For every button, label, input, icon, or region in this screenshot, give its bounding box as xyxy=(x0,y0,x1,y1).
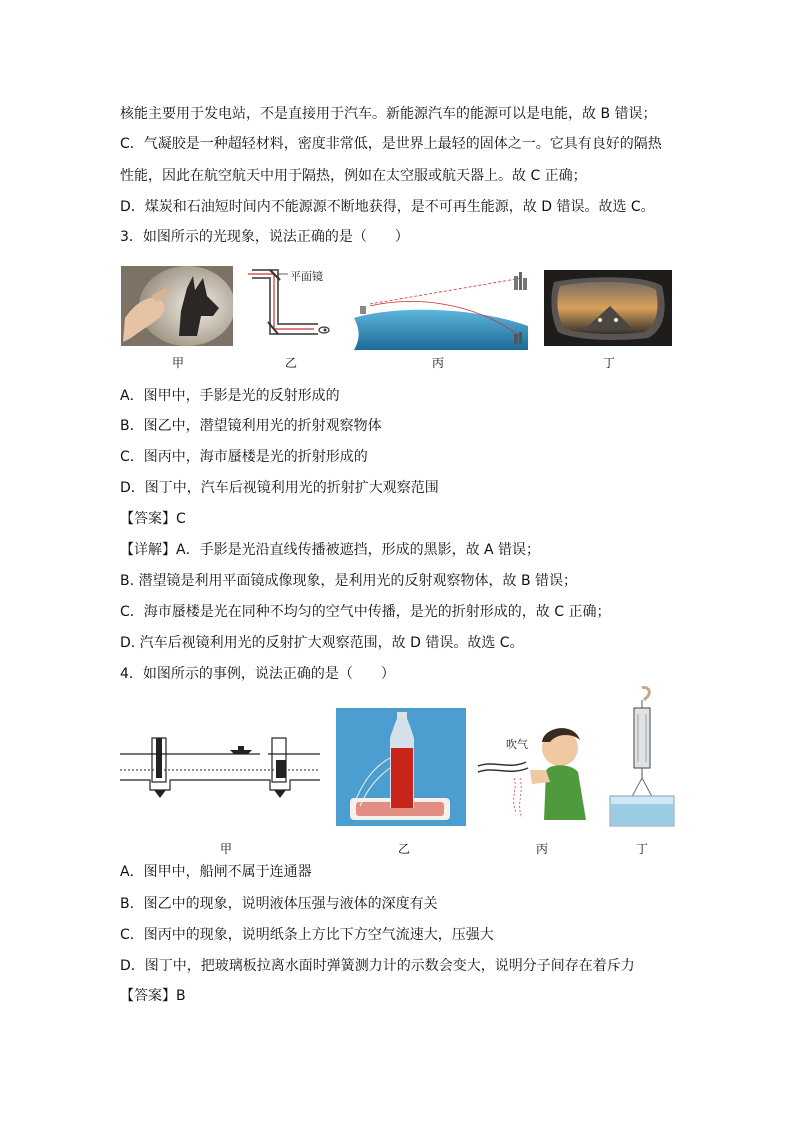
caption-jia: 甲 xyxy=(219,842,232,856)
q3-answer: 【答案】C xyxy=(120,511,186,527)
q3-explanation-line: C．海市蜃楼是光在同种不均匀的空气中传播，是光的折射形成的，故 C 正确； xyxy=(120,604,611,620)
caption-bing: 丙 xyxy=(535,842,548,856)
caption-ding: 丁 xyxy=(602,356,615,370)
paragraph-line: D．煤炭和石油短时间内不能源源不断地获得，是不可再生能源，故 D 错误。故选 C。 xyxy=(120,199,655,215)
q4-option-b: B．图乙中的现象，说明液体压强与液体的深度有关 xyxy=(120,896,438,912)
q4-option-d: D．图丁中，把玻璃板拉离水面时弹簧测力计的示数会变大，说明分子间存在着斥力 xyxy=(120,958,635,974)
rearview-mirror-figure xyxy=(544,270,672,346)
boy-blowing-figure xyxy=(474,708,594,826)
q3-explanation-line: D. 汽车后视镜利用光的反射扩大观察范围，故 D 错误。故选 C。 xyxy=(120,635,524,651)
caption-bing: 丙 xyxy=(431,356,444,370)
q3-option-d: D．图丁中，汽车后视镜利用光的折射扩大观察范围 xyxy=(120,480,439,496)
q4-option-c: C．图丙中的现象，说明纸条上方比下方空气流速大，压强大 xyxy=(120,927,494,943)
question-4-stem: 4．如图所示的事例，说法正确的是（ ） xyxy=(120,666,395,682)
paragraph-line: 性能，因此在航空航天中用于隔热，例如在太空服或航天器上。故 C 正确； xyxy=(120,168,587,184)
paragraph-line: 核能主要用于发电站，不是直接用于汽车。新能源汽车的能源可以是电能，故 B 错误； xyxy=(120,106,657,122)
bottle-figure xyxy=(336,708,466,826)
paragraph-line: C．气凝胶是一种超轻材料，密度非常低，是世界上最轻的固体之一。它具有良好的隔热 xyxy=(120,136,662,152)
caption-jia: 甲 xyxy=(171,356,184,370)
q3-option-a: A．图甲中，手影是光的反射形成的 xyxy=(120,388,340,404)
plane-mirror-label: 平面镜 xyxy=(290,270,323,283)
q3-option-b: B．图乙中，潜望镜利用光的折射观察物体 xyxy=(120,418,382,434)
q4-answer: 【答案】B xyxy=(120,988,186,1004)
caption-yi: 乙 xyxy=(397,842,410,856)
question-3-stem: 3．如图所示的光现象，说法正确的是（ ） xyxy=(120,229,409,245)
caption-ding: 丁 xyxy=(635,842,648,856)
hand-shadow-figure xyxy=(121,266,233,346)
blow-air-label: 吹气 xyxy=(506,738,528,751)
spring-scale-figure xyxy=(604,686,680,830)
q3-option-c: C．图丙中，海市蜃楼是光的折射形成的 xyxy=(120,449,368,465)
q3-explanation-line: B. 潜望镜是利用平面镜成像现象，是利用光的反射观察物体，故 B 错误； xyxy=(120,573,578,589)
q3-explanation-line: 【详解】A．手影是光沿直线传播被遮挡，形成的黑影，故 A 错误； xyxy=(120,542,541,558)
ship-lock-figure xyxy=(120,730,320,806)
mirage-figure xyxy=(352,266,532,350)
q4-option-a: A．图甲中，船闸不属于连通器 xyxy=(120,864,312,880)
caption-yi: 乙 xyxy=(284,356,297,370)
